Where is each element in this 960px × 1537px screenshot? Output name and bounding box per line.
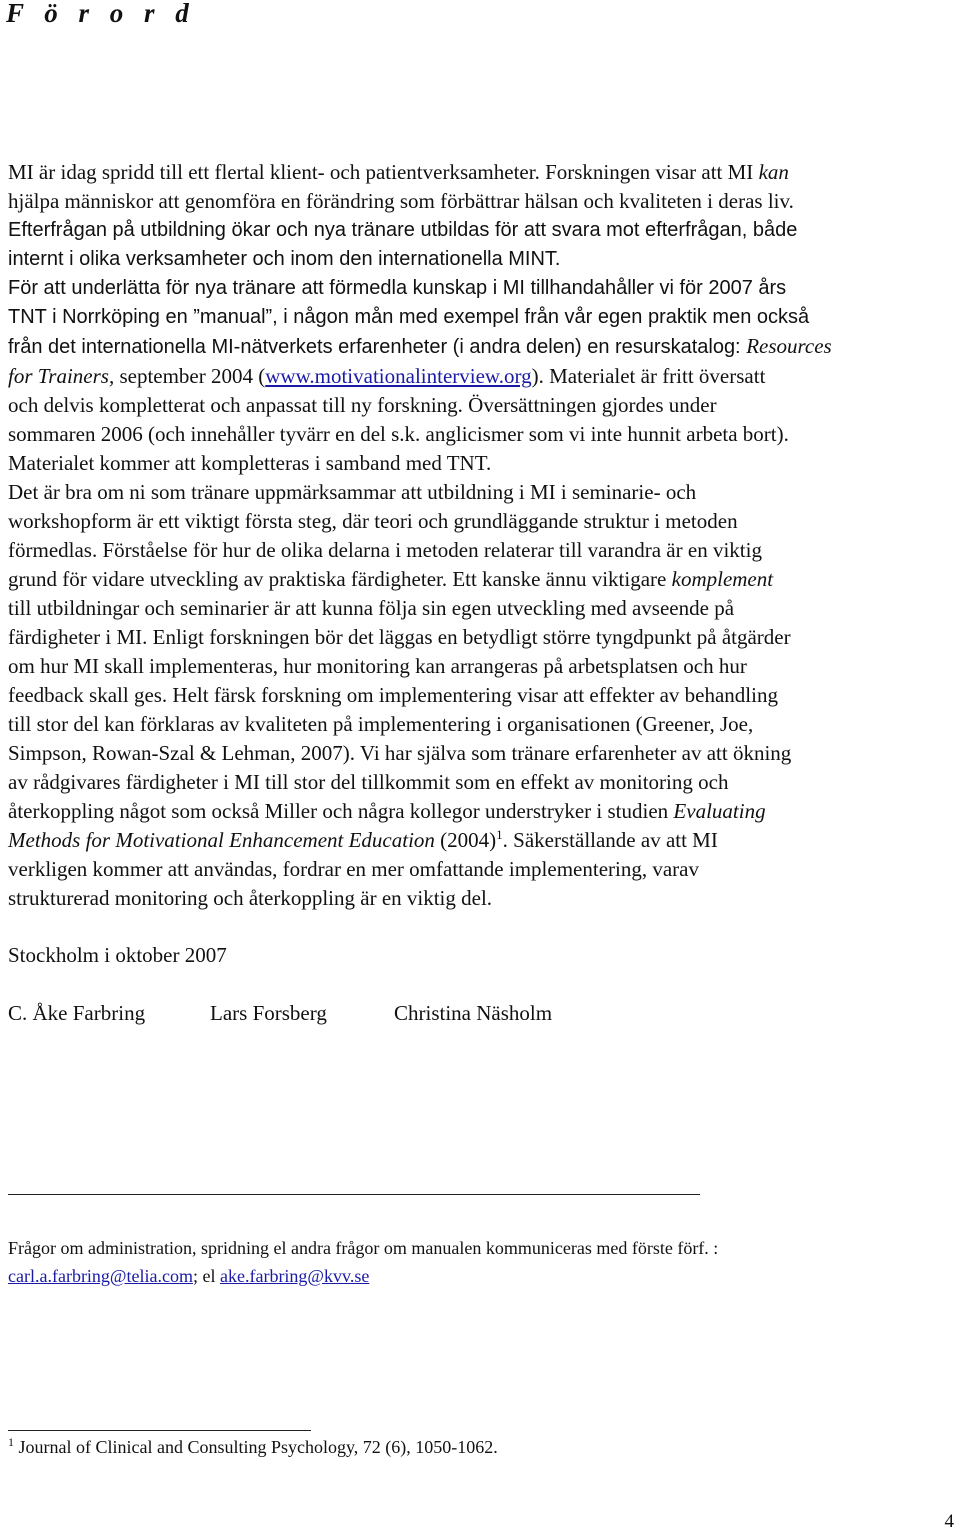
text-line: verkligen kommer att användas, fordrar en mer omfattande implementering, varav: [8, 857, 699, 881]
text-run: . Säkerställande av att MI: [502, 828, 718, 852]
text-run: grund för vidare utveckling av praktiska färdigheter. Ett kanske ännu viktigare: [8, 567, 672, 591]
contact-emails: [8, 1262, 718, 1290]
body-text: [8, 158, 958, 913]
text-line: Efterfrågan på utbildning ökar och nya tränare utbildas för att svara mot efterfrågan, både: [8, 219, 798, 241]
text-line: Det är bra om ni som tränare uppmärksammar att utbildning i MI i seminarie- och: [8, 480, 697, 504]
text-line: TNT i Norrköping en ”manual”, i någon mån med exempel från vår egen praktik men också: [8, 306, 810, 328]
footnote: [8, 1437, 498, 1458]
text-run: från det internationella MI-nätverkets erfarenheter (i andra delen) en resurskatalog:: [8, 336, 747, 358]
text-line: Materialet kommer att kompletteras i samband med TNT.: [8, 451, 492, 475]
footnote-ref: 1: [496, 827, 503, 842]
text-line: [8, 332, 958, 362]
text-line: av rådgivares färdigheter i MI till stor del tillkommit som en effekt av monitoring och: [8, 770, 729, 794]
text-line: [8, 362, 958, 391]
text-line: workshopform är ett viktigt första steg, där teori och grundläggande struktur i metoden: [8, 509, 738, 533]
text-line: sommaren 2006 (och innehåller tyvärr en del s.k. anglicismer som vi inte hunnit arbeta bort).: [8, 422, 789, 446]
text-line: till utbildningar och seminarier är att kunna följa sin egen utveckling med avseende på: [8, 596, 735, 620]
contact-text: Frågor om administration, spridning el andra frågor om manualen kommuniceras med förste förf. :: [8, 1238, 719, 1258]
text-run-italic: Resources: [746, 334, 832, 358]
text-line: Simpson, Rowan-Szal & Lehman, 2007). Vi har själva som tränare erfarenheter av att ökning: [8, 741, 792, 765]
text-line: [8, 158, 958, 187]
text-line: [8, 565, 958, 594]
text-run: september 2004 (: [114, 364, 266, 388]
text-line: om hur MI skall implementeras, hur monitoring kan arrangeras på arbetsplatsen och hur: [8, 654, 747, 678]
footnote-marker: 1: [8, 1435, 14, 1449]
website-link[interactable]: www.motivationalinterview.org: [265, 364, 532, 388]
text-line: [8, 826, 958, 855]
contact-note: [8, 1234, 718, 1290]
footnote-separator: [8, 1430, 311, 1431]
text-run: (2004): [434, 828, 497, 852]
text-run-italic: kan: [758, 160, 789, 184]
text-run-italic: komplement: [671, 567, 774, 591]
text-line: till stor del kan förklaras av kvaliteten på implementering i organisationen (Greener, Joe,: [8, 712, 754, 736]
text-run-italic: Evaluating: [673, 799, 766, 823]
footnote-text: Journal of Clinical and Consulting Psychology, 72 (6), 1050-1062.: [14, 1437, 498, 1457]
text-line: strukturerad monitoring och återkoppling är en viktig del.: [8, 886, 493, 910]
email-link[interactable]: ake.farbring@kvv.se: [219, 1266, 370, 1286]
text-run: återkoppling något som också Miller och några kollegor understryker i studien: [8, 799, 674, 823]
text-line: internt i olika verksamheter och inom den internationella MINT.: [8, 248, 561, 270]
author-name: C. Åke Farbring: [8, 1001, 146, 1025]
email-separator: ; el: [192, 1266, 220, 1286]
page-number: 4: [944, 1511, 954, 1532]
author-name: Lars Forsberg: [210, 1001, 327, 1025]
separator-line: [8, 1194, 700, 1195]
text-line: färdigheter i MI. Enligt forskningen bör det läggas en betydligt större tyngdpunkt på åtgärder: [8, 625, 791, 649]
text-run-italic: Methods for Motivational Enhancement Education: [8, 828, 435, 852]
text-line: förmedlas. Förståelse för hur de olika delarna i metoden relaterar till varandra är en viktig: [8, 538, 762, 562]
author-name: Christina Näsholm: [394, 1001, 553, 1025]
text-line: [8, 797, 958, 826]
place-date: Stockholm i oktober 2007: [8, 943, 227, 967]
email-link[interactable]: carl.a.farbring@telia.com: [8, 1266, 193, 1286]
text-run: ). Materialet är fritt översatt: [531, 364, 766, 388]
text-run-italic: for Trainers,: [8, 364, 115, 388]
text-line: och delvis kompletterat och anpassat till ny forskning. Översättningen gjordes under: [8, 393, 717, 417]
text-line: För att underlätta för nya tränare att förmedla kunskap i MI tillhandahåller vi för 2007 års: [8, 277, 787, 299]
text-line: feedback skall ges. Helt färsk forskning om implementering visar att effekter av behandling: [8, 683, 778, 707]
text-run: MI är idag spridd till ett flertal klient- och patientverksamheter. Forskningen visar att MI: [8, 160, 759, 184]
page-title: F ö r o r d: [6, 0, 196, 28]
text-line: hjälpa människor att genomföra en förändring som förbättrar hälsan och kvaliteten i deras liv.: [8, 189, 794, 213]
